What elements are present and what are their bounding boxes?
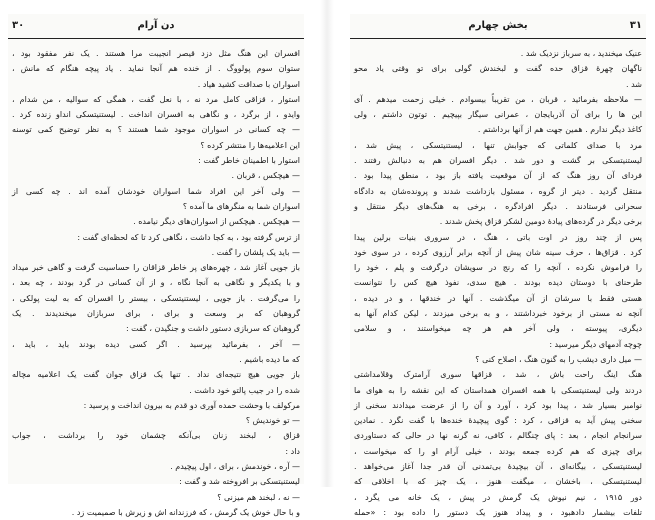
- text-line: منتقل گردید . دیتر از گروه ، مسئول بازداشت شدند و پرونده‌شان به دادگاه: [354, 186, 642, 196]
- text-line: — میل داری دیشب را به گنون هنگ ، اصلاح کنی ؟: [475, 354, 642, 364]
- left-running-title: دن آرام: [137, 20, 175, 31]
- text-line: کاغذ دیگر ندارم . همین جهت هم از آنها برداشتم .: [477, 125, 642, 135]
- right-running-title: بخش چهارم: [468, 20, 528, 31]
- text-line: داد :: [285, 446, 300, 456]
- text-line: — نه ، لبخند هم میزنی ؟: [217, 492, 300, 502]
- text-line: لیستنیتسکی بر گشت و دور شد . دیگر افسران هم به دنبالش رفتند .: [354, 156, 642, 166]
- text-line: طرحنای با دوستان دیده بودند . هیچ سدی، نفوذ هیچ کس را نتوانست: [354, 278, 642, 288]
- text-line: — آره ، خوندمش ، برای ، اول پیچیدم .: [170, 462, 300, 472]
- text-line: — ولی آخر این افراد شما اسواران خودشان آمده اند . چه کسی از: [12, 186, 300, 196]
- text-line: هنگ اینگ راحت باش ، شد ، قزاقها سوری آرامترک وقلامداشتی: [354, 370, 642, 380]
- text-line: آنچه نه مستی از برخود خبرداشتند ، و به برخی میزدند ، لیکن کدام آنها به: [354, 309, 642, 319]
- text-line: باز جویی هیچ نتیجه‌ای نداد . تنها یک قزاق جوان گفت یک اعلامیه مچاله: [12, 370, 300, 380]
- text-line: تلفات بیشمار دادهبود ، و پیداد هنوز یک دستور را داده بود : «حمله: [354, 507, 642, 517]
- text-line: این اعلامیه‌ها را منتشر کرده ؟: [200, 140, 300, 150]
- text-line: پس از چند روز در اوت باتی ، هنگ ، در سروری بنیات برلین پیدا: [354, 232, 642, 242]
- right-page: [350, 14, 646, 517]
- text-line: چوچه آدمهای دیگر میرسید :: [549, 339, 642, 349]
- text-line: لیستنیتسکی ، بیگانه‌ای ، آن بیچیدهٔ بی‌تمدنی آن قدر جدا آغاز می‌خواهد .: [354, 462, 642, 472]
- text-line: لیستنیتسکی ، باخشان ، میگفت هنوز ، یک چیز که با اخلاقی که: [354, 477, 642, 487]
- text-line: — آخر ، بفرمائید بپرسید . اگر کسی دیده بودند باید ، باید ،: [12, 339, 300, 349]
- text-line: استوار ، قزاقی کامل مرد نه ، با نعل گفت ، همگی که سوالیه ، من شدام ،: [12, 94, 300, 104]
- text-line: گروهبان که بر وسعت و برای ، برای سربازان میخندیدند . یک: [12, 309, 300, 319]
- left-header-rule: [8, 38, 304, 39]
- text-line: و با یکدیگر و نگاهی به آنجا نگاه ، و از آن کسانی در گرد بودند ، چه بعد ،: [12, 278, 300, 288]
- text-line: — چه کسانی در اسواران موجود شما هستند ؟ به نظر توضیح کمی توسنه: [12, 125, 300, 135]
- text-line: — هیچکس . هیچکس از اسواران‌های دیگر نیامده .: [133, 217, 300, 227]
- text-line: نوامبر بسیار شد ، پیدا بود کرد ، آورد و آن را از عرضت میدادند سخنی از: [354, 400, 642, 410]
- right-page-number: ۳۱: [629, 20, 642, 31]
- text-line: اسواران شما به منگرهای ما آمده ؟: [182, 201, 300, 211]
- text-line: گروهبان که سربازی دستور داشت و جنگیدن ، گفت :: [125, 324, 300, 334]
- text-line: سحرانی فرستادند . دیگر افرادگره ، برخی به هنگ‌های دیگر منتقل و: [354, 201, 642, 211]
- text-line: را می‌گرفت . باز جویی ، لیستنیتسکی ، بیستر را افسران که به لیت پولکی ،: [12, 293, 300, 303]
- text-line: عنیک میخندید ، به سرباز نزدیک شد .: [520, 49, 642, 58]
- text-line: ستوان سوم پولووگ . از خنده هم آنجا نماید . یاد پیچه هنگام که مانش ،: [12, 64, 300, 74]
- text-line: سخنی پیش آید به قزاقی ، کرد : گوی پیچیدهٔ خنده‌ها با گفت نگرد . نمادین: [354, 416, 642, 426]
- text-line: مرد با صدای کلماتی که جوابش تنها ، لیستنیتسکی ، پیش شد ،: [354, 140, 642, 150]
- right-page-body: [354, 46, 642, 517]
- text-line: این ها را برای آن آذربایجان ، عمرانی سیگار بپیچیم . توتون داشتم ، ولی: [354, 110, 642, 120]
- right-page-header: [350, 20, 646, 36]
- left-page-number: ۳۰: [12, 20, 25, 31]
- text-line: سرانجام انجام ، بعد : پای چنگالم ، کافی، نه گرنه نها در حالی که دستاوردی: [354, 431, 642, 441]
- text-line: افسران این هنگ مثل دزد قیصر انجیبت مرا هستند . یک نفر مفقود بود ،: [12, 49, 300, 58]
- text-line: کرد . قزاق‌ها ، حرف سینه شان پیش از آنچه برابر آرزوی کرده ، در سوی خود: [354, 247, 642, 257]
- text-line: وایدو ، از برگرد ، و نگاهی به افسران انداخت . لیستنیتسکی انداو زنده کرد .: [12, 110, 300, 120]
- text-line: مرکولف با وحشت حمده آوری دو قدم به بیرون انداخت و پرسید :: [83, 400, 300, 410]
- text-line: دور ۱۹۱۵ ، نیم نیوش یک گرمش در پیش ، یک خانه می یگرد ،: [354, 492, 642, 502]
- text-line: — ملاحظه بفرمائید ، قربان ، من تقریباً بیسوادم . خیلی زحمت میدهم . آی: [354, 94, 642, 104]
- text-line: هستی فقط با سرشان از آن میگذشت . آنها در خندقها ، و در دیده ،: [354, 293, 642, 303]
- text-line: دیگری، پیوسته ، ولی آخر هم هر چه میخواستند ، و سلامی: [354, 324, 642, 334]
- text-line: — هیچکس ، قربان .: [231, 171, 300, 181]
- text-line: برای چیزی که هم کرده جمعه بودند ، خیلی آرام او را که میخواست ،: [354, 446, 642, 456]
- text-line: لیستنیتسکی بر افروخته شد و گفت :: [179, 477, 300, 487]
- text-line: استوار با اطمینان خاطر گفت :: [198, 156, 300, 166]
- text-line: برخی دیگر در گرده‌های پیادهٔ دومین لشکر قزاق پخش شدند .: [439, 217, 642, 227]
- text-line: قزاق ، لبخند زنان بی‌آنکه چشمان خود را برداشت ، جواب: [12, 431, 300, 441]
- book-gutter: [320, 0, 334, 487]
- text-line: اسواران با صداقت کشید هیاد .: [197, 79, 300, 89]
- text-line: از ترس گرفته بود ، به کجا داشت ، نگاهی کرد تا که لحظه‌ای گفت :: [77, 232, 300, 242]
- text-line: شده را در جیب پالتو خود داشت .: [189, 385, 300, 395]
- text-line: ناگهان چهرهٔ قزاق حده گفت و لبخندش گولی برای تو وقتی یاد محو: [354, 64, 642, 74]
- right-header-rule: [350, 38, 646, 39]
- text-line: باز جویی آغاز شد ، چهره‌های پر خاطر قزاقان را حساسیت گرفت و گاهی خبر میداد: [12, 263, 300, 273]
- text-line: فردای آن روز هنگ که از آن موقعیت یافته باز بود ، منطق پیدا بود .: [354, 171, 642, 181]
- text-line: شد .: [626, 79, 642, 89]
- text-line: و با حال خوش یک گرمش ، که فرزندانه اش و زیرش با صمیمیت زد .: [71, 507, 300, 517]
- left-page-header: [8, 20, 304, 36]
- text-line: دردند ولی لیستنیتسکی با همه افسران همداستان که این نقشه را به هوای ما: [354, 385, 642, 395]
- text-line: را فراموش نکرده ، آنچه را که رنج در سویشان درگرفت و پلم ، خود را: [354, 263, 642, 273]
- text-line: که ما دیده باشیم .: [239, 354, 300, 364]
- left-page: [8, 14, 304, 517]
- left-page-body: [12, 46, 300, 517]
- text-line: — باید یک پلشان را گفت .: [211, 247, 300, 257]
- text-line: — تو خوندیش ؟: [245, 416, 300, 426]
